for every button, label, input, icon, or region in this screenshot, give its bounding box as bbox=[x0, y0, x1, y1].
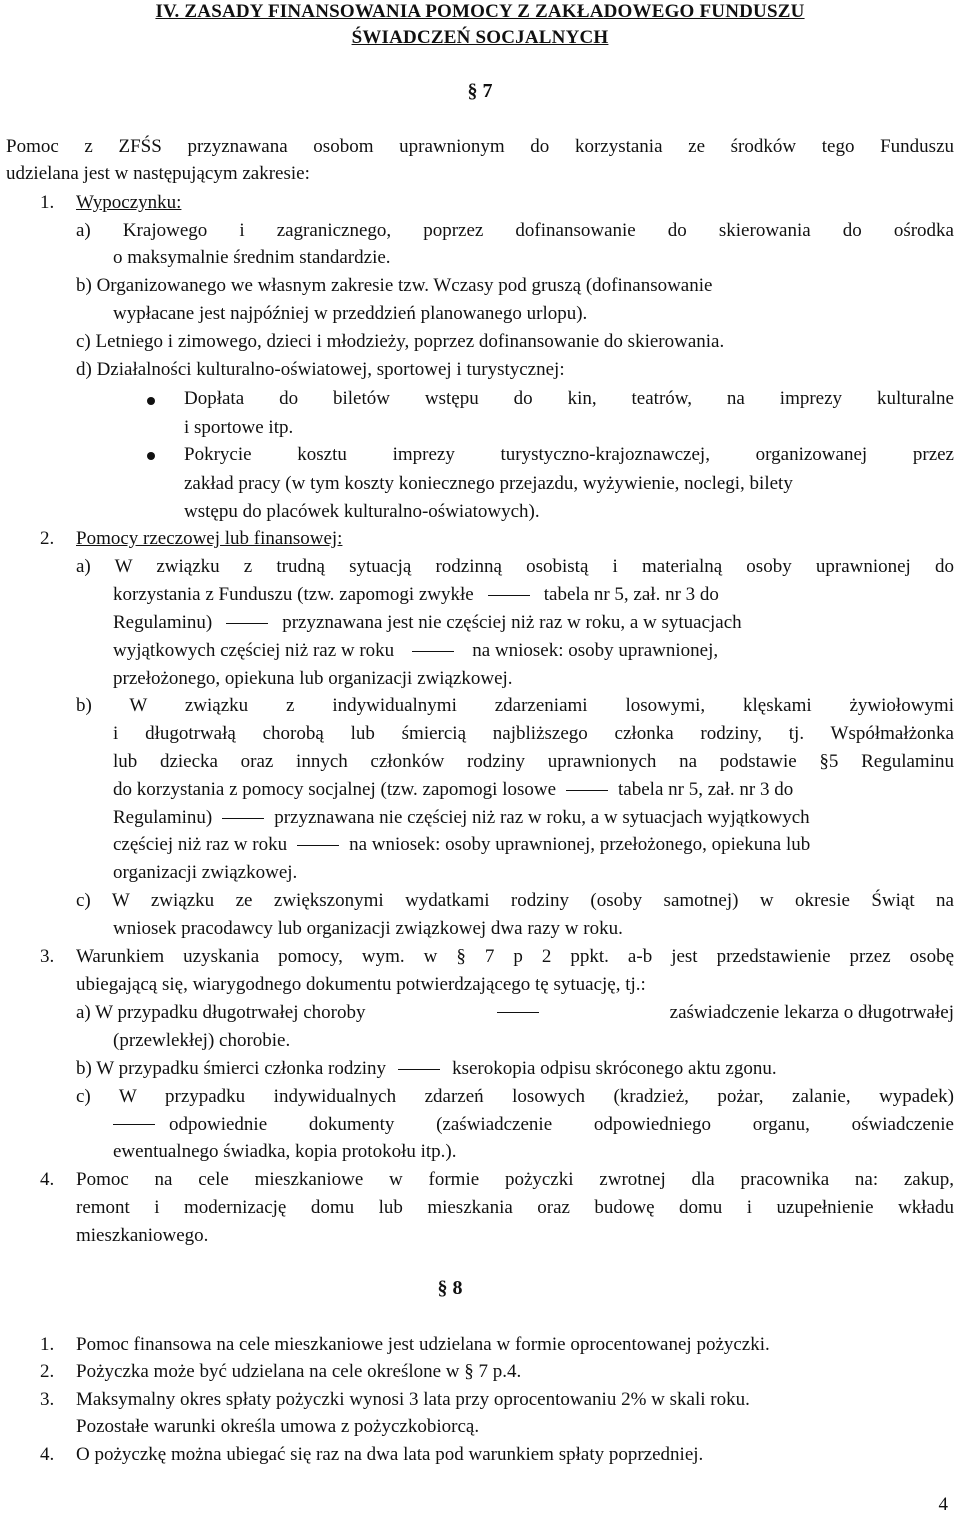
em-dash bbox=[488, 595, 530, 596]
item-4-line-2: remont i modernizację domu lub mieszkania oraz budowę domu i uzupełnienie wkładu bbox=[76, 1197, 954, 1218]
item-1d: d) Działalności kulturalno-oświatowej, sportowej i turystycznej: bbox=[76, 359, 565, 380]
em-dash bbox=[398, 1069, 440, 1070]
p8-item-1-number: 1. bbox=[40, 1334, 55, 1355]
em-dash bbox=[412, 651, 454, 652]
item-3a-line-2: (przewlekłej) chorobie. bbox=[113, 1030, 291, 1051]
item-2b-line-5: Regulaminu) przyznawana nie częściej niż raz w roku, a w sytuacjach wyjątkowych bbox=[113, 807, 810, 828]
item-3a-line-1: a) W przypadku długotrwałej choroby zaświadczenie lekarza o długotrwałej bbox=[76, 1002, 954, 1023]
item-3-line-1: Warunkiem uzyskania pomocy, wym. w § 7 p 2 ppkt. a-b jest przedstawienie przez osobę bbox=[76, 946, 954, 967]
item-1-number: 1. bbox=[40, 192, 55, 213]
bullet-2-line-3: wstępu do placówek kulturalno-oświatowych). bbox=[184, 501, 540, 522]
item-3c-line-3: ewentualnego świadka, kopia protokołu itp.). bbox=[113, 1141, 457, 1162]
bullet-icon bbox=[147, 452, 155, 460]
bullet-2-line-1: Pokrycie kosztu imprezy turystyczno-krajoznawczej, organizowanej przez bbox=[184, 444, 954, 465]
item-2b-line-1: b) W związku z indywidualnymi zdarzeniami losowymi, klęskami żywiołowymi bbox=[76, 695, 954, 716]
p8-item-2-number: 2. bbox=[40, 1361, 55, 1382]
item-4-line-3: mieszkaniowego. bbox=[76, 1225, 209, 1246]
em-dash bbox=[222, 818, 264, 819]
p8-item-3-line-1: Maksymalny okres spłaty pożyczki wynosi 3 lata przy oprocentowaniu 2% w skali roku. bbox=[76, 1389, 750, 1410]
item-1b-line-1: b) Organizowanego we własnym zakresie tzw. Wczasy pod gruszą (dofinansowanie bbox=[76, 275, 713, 296]
p8-item-1: Pomoc finansowa na cele mieszkaniowe jest udzielana w formie oprocentowanej pożyczki. bbox=[76, 1334, 770, 1355]
chapter-title-line2: ŚWIADCZEŃ SOCJALNYCH bbox=[351, 27, 609, 48]
item-3c-line-1: c) W przypadku indywidualnych zdarzeń losowych (kradzież, pożar, zalanie, wypadek) bbox=[76, 1086, 954, 1107]
intro-line-1: Pomoc z ZFŚS przyznawana osobom uprawnionym do korzystania ze środków tego Funduszu bbox=[6, 136, 954, 157]
item-2b-line-4: do korzystania z pomocy socjalnej (tzw. zapomogi losowe tabela nr 5, zał. nr 3 do bbox=[113, 779, 794, 800]
item-2a-line-4: wyjątkowych częściej niż raz w roku na wniosek: osoby uprawnionej, bbox=[113, 640, 719, 661]
item-2c-line-2: wniosek pracodawcy lub organizacji związkowej dwa razy w roku. bbox=[113, 918, 623, 939]
item-4-line-1: Pomoc na cele mieszkaniowe w formie pożyczki zwrotnej dla pracownika na: zakup, bbox=[76, 1169, 954, 1190]
bullet-1-line-1: Dopłata do biletów wstępu do kin, teatrów, na imprezy kulturalne bbox=[184, 388, 954, 409]
bullet-2-line-2: zakład pracy (w tym koszty koniecznego przejazdu, wyżywienie, noclegi, bilety bbox=[184, 473, 793, 494]
em-dash bbox=[497, 1012, 539, 1013]
chapter-title-line1: IV. ZASADY FINANSOWANIA POMOCY Z ZAKŁADOWEGO FUNDUSZU bbox=[155, 1, 805, 22]
item-3c-line-2: odpowiednie dokumenty (zaświadczenie odpowiedniego organu, oświadczenie bbox=[113, 1111, 954, 1138]
item-1a-line-1: a) Krajowego i zagranicznego, poprzez dofinansowanie do skierowania do ośrodka bbox=[76, 220, 954, 241]
em-dash bbox=[113, 1124, 155, 1125]
item-2a-line-3: Regulaminu) przyznawana jest nie częściej niż raz w roku, a w sytuacjach bbox=[113, 612, 742, 633]
item-3-number: 3. bbox=[40, 946, 55, 967]
section-7-heading: § 7 bbox=[467, 80, 493, 102]
item-2a-line-5: przełożonego, opiekuna lub organizacji związkowej. bbox=[113, 668, 513, 689]
item-1-title: Wypoczynku: bbox=[76, 192, 182, 213]
p8-item-3-line-2: Pozostałe warunki określa umowa z pożyczkobiorcą. bbox=[76, 1416, 480, 1437]
bullet-icon bbox=[147, 397, 155, 405]
item-1b-line-2: wypłacane jest najpóźniej w przeddzień planowanego urlopu). bbox=[113, 303, 588, 324]
item-4-number: 4. bbox=[40, 1169, 55, 1190]
em-dash bbox=[226, 623, 268, 624]
item-2-title: Pomocy rzeczowej lub finansowej: bbox=[76, 528, 343, 549]
item-2b-line-2: i długotrwałą chorobą lub śmiercią najbliższego członka rodziny, tj. Współmałżonka bbox=[113, 723, 954, 744]
p8-item-2: Pożyczka może być udzielana na cele określone w § 7 p.4. bbox=[76, 1361, 522, 1382]
item-2b-line-7: organizacji związkowej. bbox=[113, 862, 298, 883]
p8-item-4-number: 4. bbox=[40, 1444, 55, 1465]
item-3b: b) W przypadku śmierci członka rodziny kserokopia odpisu skróconego aktu zgonu. bbox=[76, 1058, 777, 1079]
page-number: 4 bbox=[938, 1494, 948, 1515]
item-2b-line-3: lub dziecka oraz innych członków rodziny uprawnionych na podstawie §5 Regulaminu bbox=[113, 751, 954, 772]
section-8-heading: § 8 bbox=[437, 1277, 463, 1299]
item-2a-line-1: a) W związku z trudną sytuacją rodzinną osobistą i materialną osoby uprawnionej do bbox=[76, 556, 954, 577]
bullet-1-line-2: i sportowe itp. bbox=[184, 417, 294, 438]
em-dash bbox=[297, 845, 339, 846]
item-2c-line-1: c) W związku ze zwiększonymi wydatkami rodziny (osoby samotnej) w okresie Świąt na bbox=[76, 890, 954, 911]
item-2b-line-6: częściej niż raz w roku na wniosek: osoby uprawnionej, przełożonego, opiekuna lub bbox=[113, 834, 811, 855]
em-dash bbox=[566, 790, 608, 791]
item-3-line-2: ubiegającą się, wiarygodnego dokumentu potwierdzającego tę sytuację, tj.: bbox=[76, 974, 646, 995]
p8-item-3-number: 3. bbox=[40, 1389, 55, 1410]
item-1c: c) Letniego i zimowego, dzieci i młodzieży, poprzez dofinansowanie do skierowania. bbox=[76, 331, 725, 352]
intro-line-2: udzielana jest w następującym zakresie: bbox=[6, 163, 310, 184]
item-1a-line-2: o maksymalnie średnim standardzie. bbox=[113, 247, 391, 268]
p8-item-4: O pożyczkę można ubiegać się raz na dwa lata pod warunkiem spłaty poprzedniej. bbox=[76, 1444, 704, 1465]
item-2a-line-2: korzystania z Funduszu (tzw. zapomogi zwykłe tabela nr 5, zał. nr 3 do bbox=[113, 584, 719, 605]
item-2-number: 2. bbox=[40, 528, 55, 549]
